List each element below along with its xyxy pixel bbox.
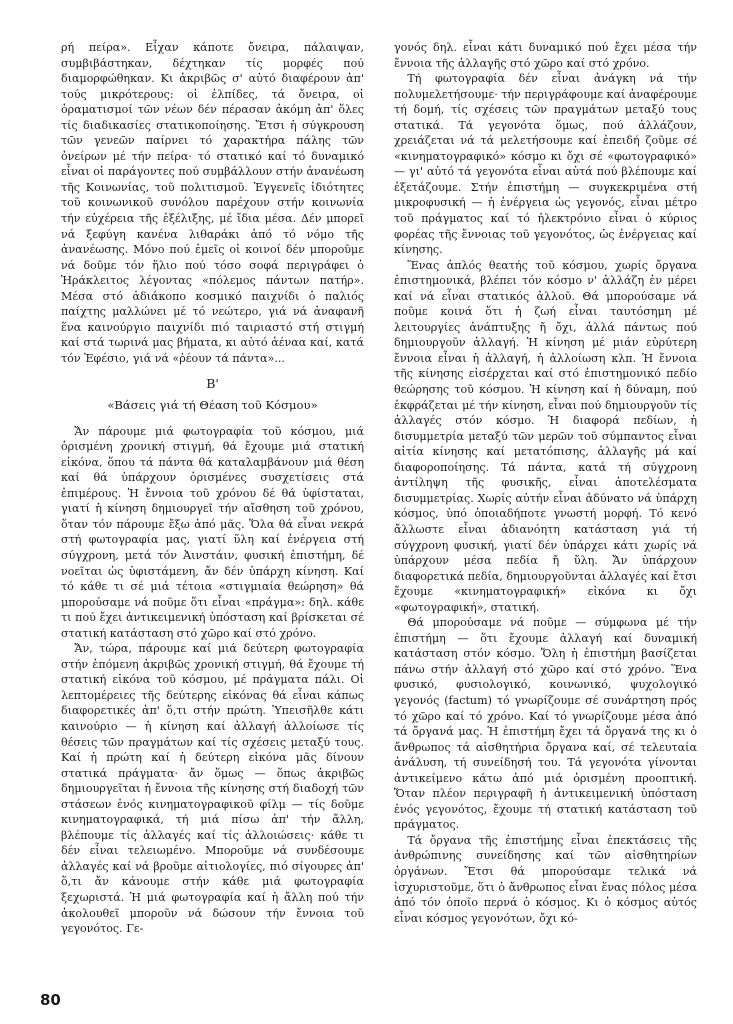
paragraph: Τά ὄργανα τῆς ἐπιστήμης εἶναι ἐπεκτάσεις τῆς ἀνθρώπινης συνείδησης καί τῶν αἰσθητηρίων ὀργάνων. Ἔτσι θά μπορούσαμε τελικά νά ἰσχυριστοῦμε, ὅτι ὁ ἄνθρωπος εἶναι ἕνας πόλος μέσα ἀπό τόν ὁποῖο περνά ὁ κόσμος. Κι ὁ κόσμος αὐτός εἶναι κόσμος γεγονότων, ὄχι κό-: [394, 833, 697, 925]
section-title: «Βάσεις γιά τή Θέαση τοῦ Κόσμου»: [107, 398, 318, 413]
section-number: Β': [206, 376, 219, 392]
paragraph: Τή φωτογραφία δέν εἶναι ἀνάγκη νά τήν πολυμελετήσουμε· τήν περιγράφουμε καί ἀναφέρουμε τή δομή, τίς σχέσεις τῶν πραγμάτων μεταξύ τους στατικά. Τά γεγονότα ὅμως, πού ἀλλάζουν, χρειάζεται νά τά μελετήσουμε καί ἐπειδή ζοῦμε σέ «κινηματογραφικό» κόσμο κι ὄχι σέ «φωτογραφικό» — γι' αὐτό τά γεγονότα εἶναι αὐτά πού βλέπουμε καί ἐξετάζουμε. Στήν ἐπιστήμη — συγκεκριμένα στή μικροφυσική — ἡ ἐνέργεια ὡς γεγονός, εἶναι μέτρο τοῦ πράγματος καί τό ἠλεκτρόνιο εἶναι ὁ κύριος φορέας τῆς ἔννοιας τοῦ γεγονότος, ὡς ἐνέργειας καί κίνησης.: [394, 72, 697, 257]
page-number: 80: [40, 991, 61, 1009]
paragraph: Θά μπορούσαμε νά ποῦμε — σύμφωνα μέ τήν ἐπιστήμη — ὅτι ἔχουμε ἀλλαγή καί δυναμική κατάσταση στόν κόσμο. Ὅλη ἡ ἐπιστήμη βασίζεται πάνω στήν ἀλλαγή στό χῶρο καί στό χρόνο. Ἕνα φυσικό, φυσιολογικό, κοινωνικό, ψυχολογικό γεγονός (factum) τό γνωρίζουμε σέ συνάρτηση πρός τό χῶρο καί τό χρόνο. Καί τό γνωρίζουμε μέσα ἀπό τά ὄργανά μας. Ἡ ἐπιστήμη ἔχει τά ὄργανά της κι ὁ ἄνθρωπος τά αἰσθητήρια ὄργανα καί, σέ τελευταία ἀνάλυση, τή συνείδησή του. Τά γεγονότα γίνονται ἀντικείμενο κάτω ἀπό μιά ὁρισμένη προοπτική. Ὅταν πλέον περιγραφῆ ἡ ἀντικειμενική ὑπόσταση ἑνός γεγονότος, ἔχουμε τή στατική κατάσταση τοῦ πράγματος.: [394, 616, 697, 832]
paragraph: Ἄν, τώρα, πάρουμε καί μιά δεύτερη φωτογραφία στήν ἑπόμενη ἀκριβῶς χρονική στιγμή, θά ἔχουμε τή στατική εἰκόνα τοῦ κόσμου, μέ πράγματα πάλι. Οἱ λεπτομέρειες τῆς δεύτερης εἰκόνας θά εἶναι κάπως διαφορετικές ἀπ' ὅ,τι στήν πρώτη. Ὑπεισῆλθε κάτι καινούριο — ἡ κίνηση καί ἀλλαγή ἀλλοίωσε τίς θέσεις τῶν πραγμάτων καί τίς σχέσεις μεταξύ τους. Καί ἡ πρώτη καί ἡ δεύτερη εἰκόνα μᾶς δίνουν στατικά πράγματα· ἄν ὅμως — ὅπως ἀκριβῶς δημιουργεῖται ἡ ἔννοια τῆς κίνησης στή διαδοχή τῶν στάσεων ἑνός κινηματογραφικοῦ φίλμ — τίς δοῦμε κινηματογραφικά, τή μιά πίσω ἀπ' τήν ἄλλη, βλέπουμε τίς ἀλλαγές καί τίς ἀλλοιώσεις· κάθε τι δέν εἶναι τελειωμένο. Μποροῦμε νά συνδέσουμε ἀλλαγές καί νά βροῦμε αἰτιολογίες, πιό σίγουρες ἀπ' ὅ,τι ἄν κάνουμε στήν κάθε μιά φωτογραφία ξεχωριστά. Ἡ μιά φωτογραφία καί ἡ ἄλλη πού τήν ἀκολουθεῖ μποροῦν νά δώσουν τήν ἔννοια τοῦ γεγονότος. Γε-: [61, 642, 364, 936]
paragraph: ρή πείρα». Εἶχαν κάποτε ὄνειρα, πάλαιψαν, συμβιβάστηκαν, δέχτηκαν τίς μορφές πού διαμορφώθηκαν. Κι ἀκριβῶς σ' αὐτό διαφέρουν ἀπ' τούς μικρότερους: οἱ ἐλπίδες, τά ὄνειρα, οἱ ὁραματισμοί τῶν νέων δέν πέρασαν ἀκόμη ἀπ' ὅλες τίς διαδικασίες στατικοποίησης. Ἔτσι ἡ σύγκρουση τῶν γενεῶν παίρνει τό χαρακτήρα πάλης τῶν ὀνείρων μέ τήν πείρα· τό στατικό καί τό δυναμικό εἶναι οἱ παράγοντες πού συμβάλλουν στήν ἀνανέωση τῆς Κοινωνίας, τοῦ πολιτισμοῦ. Ἐγγενεῖς ἰδιότητες τοῦ κοινωνικοῦ συνόλου παρέχουν στήν κοινωνία τήν εὐχέρεια τῆς ἐξέλιξης, μέ ἴδια μέσα. Δέν μπορεῖ νά ξεφύγη κανένα λιθαράκι ἀπό τό νόμο τῆς ἀνανέωσης. Μόνο πού ἐμεῖς οἱ κοινοί δέν μποροῦμε νά δοῦμε τόν ἥλιο πού τόσο σοφά περιγράφει ὁ Ἡράκλειτος λέγοντας «πόλεμος πάντων πατήρ». Μέσα στό ἀδιάκοπο κοσμικό παιχνίδι ὁ παλιός παίχτης μαλλώνει μέ τό νεώτερο, γιά νά ἀναφανῆ ἕνα καινούργιο παιχνίδι πιό ταιριαστό στή στιγμή καί στά τωρινά μας βήματα, κι αὐτό ἀέναα καί, κατά τόν Ἐφέσιο, γιά νά «ῥέουν τά πάντα»...: [61, 41, 364, 365]
paragraph: γονός δηλ. εἶναι κάτι δυναμικό πού ἔχει μέσα τήν ἔννοια τῆς ἀλλαγῆς στό χῶρο καί στό χρόνο.: [394, 41, 697, 70]
paragraph: Ἄν πάρουμε μιά φωτογραφία τοῦ κόσμου, μιά ὁρισμένη χρονική στιγμή, θά ἔχουμε μιά στατική εἰκόνα, ὅπου τά πάντα θά καταλαμβάνουν μιά θέση καί θά ὑπάρχουν ὁρισμένες συσχετίσεις στά ἐπιμέρους. Ἡ ἔννοια τοῦ χρόνου δέ θά ὑφίσταται, γιατί ἡ κίνηση δημιουργεῖ τήν αἴσθηση τοῦ χρόνου, ὅταν τόν πάρουμε ἔξω ἀπό μᾶς. Ὅλα θά εἶναι νεκρά στή φωτογραφία μας, γιατί ὕλη καί ἐνέργεια στή σύγχρονη, μετά τόν Ἀινστάιν, φυσική ἐπιστήμη, δέ νοεῖται ὡς ὑφιστάμενη, ἄν δέν ὑπάρχη κίνηση. Καί τό κάθε τι σέ μιά τέτοια «στιγμιαία θεώρηση» θά μπορούσαμε νά ποῦμε ὅτι εἶναι «πράγμα»: δηλ. κάθε τι πού ἔχει ἀντικειμενική ὑπόσταση καί βρίσκεται σέ στατική κατάσταση στό χῶρο καί στό χρόνο.: [61, 424, 364, 640]
left-column: [61, 40, 364, 937]
paragraph: Ἕνας ἁπλός θεατής τοῦ κόσμου, χωρίς ὄργανα ἐπιστημονικά, βλέπει τόν κόσμο ν' ἀλλάζη ἐν μέρει καί νά εἶναι στατικός ἀλλοῦ. Θά μπορούσαμε νά ποῦμε κοινά ὅτι ἡ ζωή εἶναι ταυτόσημη μέ λειτουργίες ἀνάπτυξης ἤ ὄχι, ἀλλά πάντως πού δημιουργοῦν ἀλλαγή. Ἡ κίνηση μέ μιάν εὐρύτερη ἔννοια εἶναι ἡ ἀλλαγή, ἡ ἀλλοίωση κλπ. Ἡ ἔννοια τῆς κίνησης εἰσέρχεται καί στό ἐπιστημονικό πεδίο θεώρησης τοῦ κόσμου. Ἡ κίνηση καί ἡ δύναμη, πού ἐκφράζεται μέ τήν κίνηση, εἶναι πού δημιουργοῦν τίς ἀλλαγές στόν κόσμο. Ἡ διαφορά πεδίων, ἡ δισυμμετρία μεταξύ τῶν μερῶν τοῦ σύμπαντος εἶναι αἰτία κίνησης καί μετατόπισης, ἀλλαγῆς μά καί διαφοροποίησης. Τά πάντα, κατά τή σύγχρονη ἀντίληψη τῆς φυσικῆς, εἶναι ἀποτελέσματα δισυμμετρίας. Χωρίς αὐτήν εἶναι ἀδύνατο νά ὑπάρχη κόσμος, ὑπό ὁποιαδήποτε γνωστή μορφή. Τό κενό ἄλλωστε εἶναι ἀδιανόητη κατάσταση γιά τή σύγχρονη φυσική, γιατί δέν ὑπάρχει κάτι χωρίς νά ὑπάρχουν μέσα πεδία ἤ ὕλη. Ἄν ὑπάρχουν διαφορετικά πεδία, δημιουργοῦνται ἀλλαγές καί ἔτσι ἔχουμε «κινηματογραφική» εἰκόνα κι ὄχι «φωτογραφική», στατική.: [394, 258, 697, 614]
right-column: [394, 40, 697, 926]
